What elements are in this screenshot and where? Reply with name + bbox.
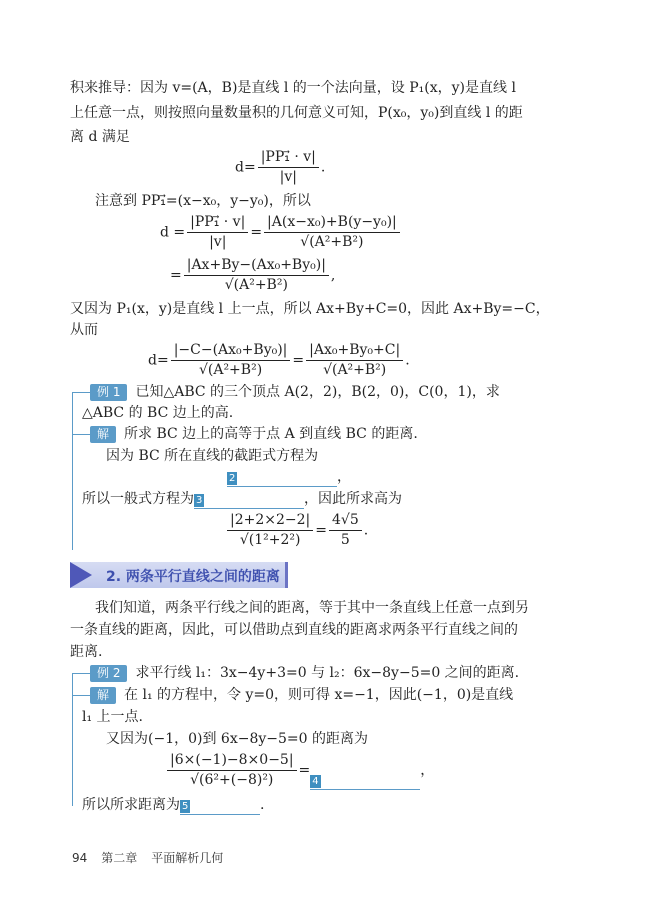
- text-line: △ABC 的 BC 边上的高.: [82, 405, 234, 421]
- solution-tag: 解: [90, 426, 116, 443]
- bracket-tick: [72, 695, 90, 696]
- bracket-tick: [72, 434, 90, 435]
- answer-blank-4[interactable]: 4: [310, 773, 420, 790]
- arrow-icon: [70, 562, 92, 588]
- bracket-tick: [72, 673, 90, 674]
- formula-height: $\frac{|2+2\times 2-2|}{\text{√(1²+2²)}}$ = $\frac{4√5}{5}$ .: [225, 511, 368, 550]
- formula-expansion-2: = $\frac{\text{|Ax+By−(Ax₀+By₀)|}}{\text{√(A²+B²)}}$ ,: [170, 257, 336, 293]
- text-line: 又因为 P₁(x，y)是直线 l 上一点，所以 Ax+By+C=0，因此 Ax+By=−C，: [70, 301, 550, 317]
- text-line: 积来推导：因为 v=(A，B)是直线 l 的一个法向量，设 P₁(x，y)是直线 l: [70, 80, 516, 96]
- bracket-tick: [72, 392, 90, 393]
- text-line: 因为 BC 所在直线的截距式方程为: [106, 448, 319, 464]
- example-tag: 例 2: [90, 665, 127, 682]
- text-line: 注意到 PP₁⃗=(x−x₀，y−y₀)，所以: [95, 193, 311, 209]
- chapter-title: 平面解析几何: [151, 851, 224, 865]
- solution-2: 解 在 l₁ 的方程中，令 y=0，则可得 x=−1，因此(−1，0)是直线: [90, 685, 513, 705]
- text-line: 离 d 满足: [70, 129, 130, 145]
- chapter-label: 第二章: [101, 851, 138, 865]
- example-bracket-line: [72, 392, 73, 550]
- answer-line-5: 所以所求距离为 5 .: [82, 797, 265, 813]
- text-line: 又因为(−1，0)到 6x−8y−5=0 的距离为: [106, 731, 368, 747]
- example-tag: 例 1: [90, 384, 127, 401]
- text-line: 上任意一点，则按照向量数量积的几何意义可知，P(x₀，y₀)到直线 l 的距: [70, 105, 523, 121]
- example-bracket-line: [72, 673, 73, 806]
- formula-expansion: d = $\frac{\text{|PP₁⃗ · v|}}{|v|}$ = $\frac{\text{|A(x−x₀)+B(y−y₀)|}}{\text{√(A²+B²)}}$: [160, 213, 402, 252]
- answer-line-3: 所以一般式方程为 3 ，因此所求高为: [82, 491, 402, 507]
- text-line: 距离.: [70, 644, 103, 660]
- text-line: 一条直线的距离，因此，可以借助点到直线的距离求两条平行直线之间的: [70, 622, 518, 638]
- solution-1: 解 所求 BC 边上的高等于点 A 到直线 BC 的距离.: [90, 424, 418, 444]
- text-line: 我们知道，两条平行线之间的距离，等于其中一条直线上任意一点到另: [95, 600, 529, 616]
- section-header: 2. 两条平行直线之间的距离: [70, 562, 288, 588]
- answer-line-2: 2 ，: [229, 469, 351, 485]
- page-number: 94: [72, 851, 88, 865]
- formula-result: d= $\frac{\text{|−C−(Ax₀+By₀)|}}{\text{√(A²+B²)}}$ = $\frac{\text{|Ax₀+By₀+C|}}{\text{√(A²+B²)}}$ .: [148, 342, 410, 378]
- formula-distance: d= $\frac{\text{|PP₁⃗ · v|}}{|v|}$ .: [235, 149, 326, 185]
- answer-blank-3[interactable]: 3: [194, 492, 304, 509]
- solution-tag: 解: [90, 687, 116, 704]
- answer-blank-2[interactable]: 2: [227, 470, 337, 487]
- page-footer: [72, 849, 237, 866]
- answer-blank-5[interactable]: 5: [180, 798, 260, 815]
- formula-parallel-distance: $\frac{|6\times(-1)-8\times 0-5|}{\text{√(6²+(−8)²)}}$ = 4 ，: [165, 751, 434, 790]
- example-2: 例 2 求平行线 l₁：3x−4y+3=0 与 l₂：6x−8y−5=0 之间的距离.: [90, 663, 519, 683]
- text-line: 从而: [70, 322, 98, 338]
- text-line: l₁ 上一点.: [82, 709, 143, 725]
- example-1: 例 1 已知△ABC 的三个顶点 A(2，2)，B(2，0)，C(0，1)，求: [90, 382, 500, 402]
